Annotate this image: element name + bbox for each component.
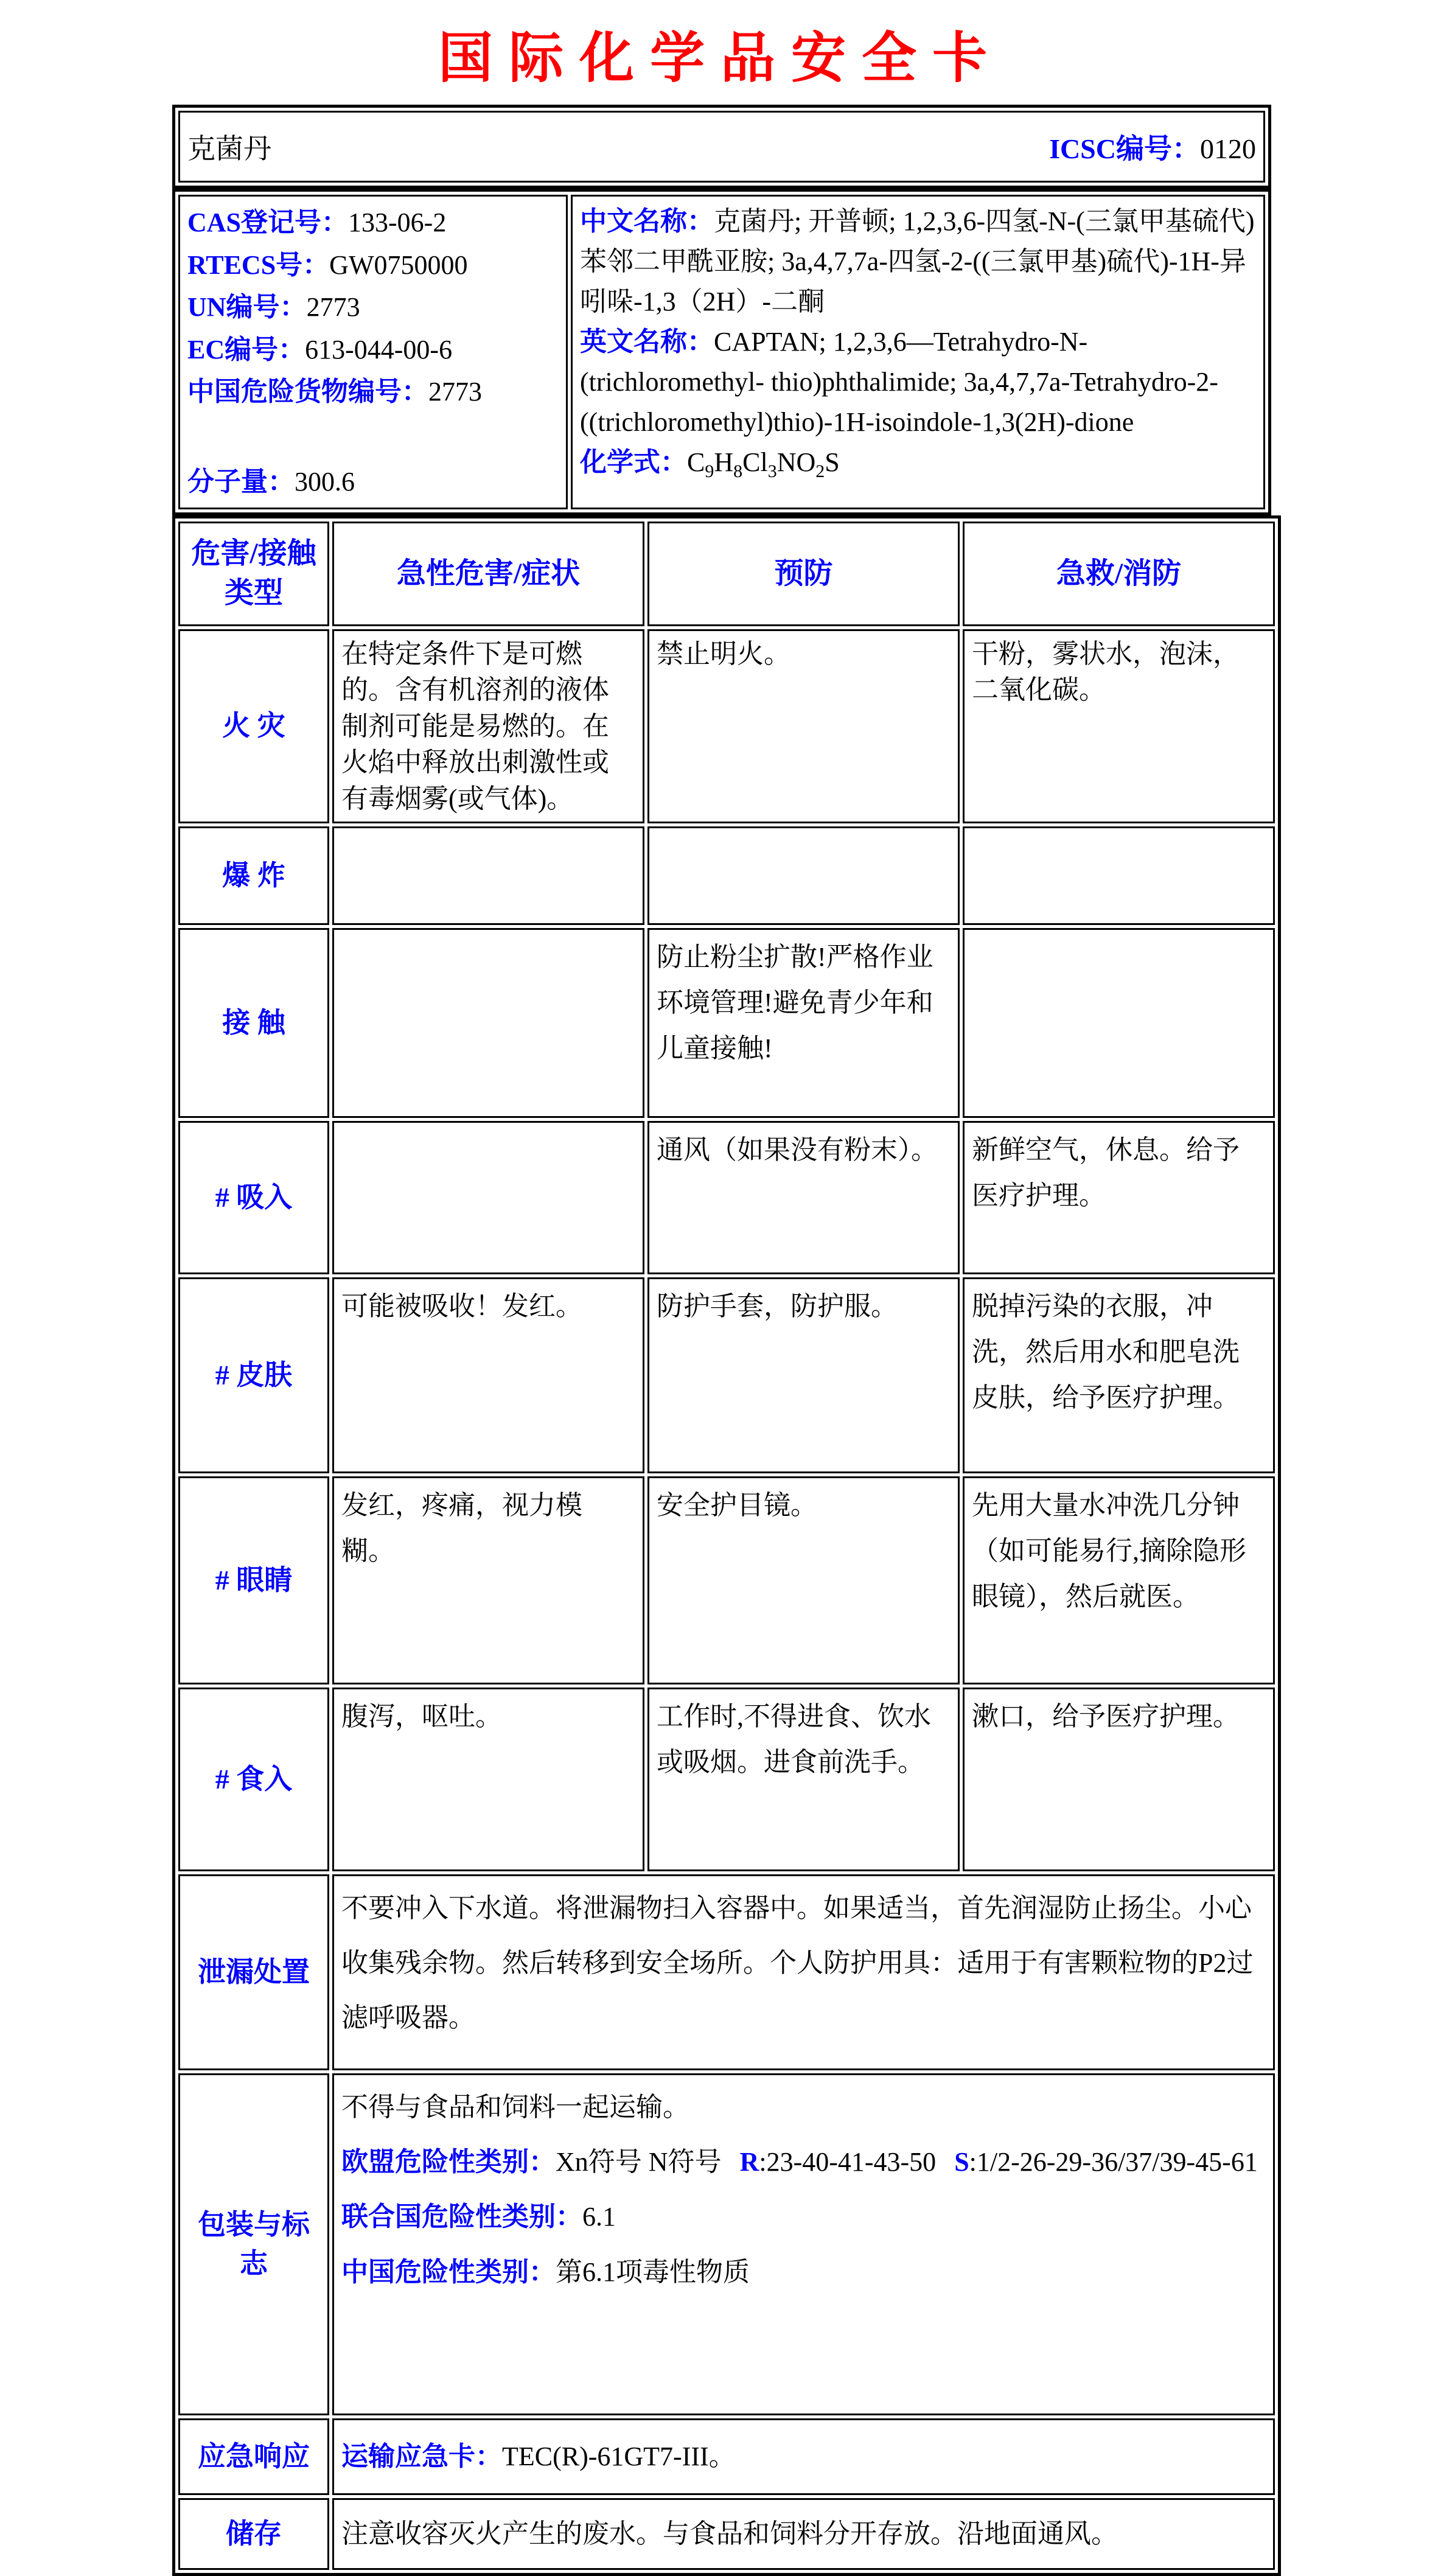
eu-hazard-class-label: 欧盟危险性类别： <box>341 2147 556 2177</box>
ec-number-line <box>187 329 559 371</box>
chemical-formula-label: 化学式： <box>580 447 687 477</box>
molecular-weight-value: 300.6 <box>295 466 355 497</box>
rtecs-line <box>187 244 559 287</box>
fire-label: 火 灾 <box>178 629 329 823</box>
icsc-number-value: 0120 <box>1200 133 1256 164</box>
chinese-name-paragraph <box>580 201 1256 322</box>
chemical-formula-paragraph <box>580 442 1256 485</box>
rtecs-label: RTECS号： <box>187 250 330 280</box>
emergency-response-row <box>178 2418 1275 2495</box>
china-hazard-class-value: 第6.1项毒性物质 <box>556 2257 750 2287</box>
ingestion-firstaid-cell: 漱口，给予医疗护理。 <box>963 1688 1275 1871</box>
english-name-label: 英文名称： <box>580 327 714 357</box>
hazard-row-skin <box>178 1277 1275 1473</box>
rtecs-value: GW0750000 <box>329 250 468 280</box>
substance-header-table <box>172 105 1271 189</box>
s-phrases-value: :1/2-26-29-36/37/39-45-61 <box>969 2147 1258 2177</box>
un-hazard-class-label: 联合国危险性类别： <box>341 2202 582 2232</box>
icsc-number-label: ICSC编号： <box>1049 133 1200 164</box>
substance-name: 克菌丹 <box>187 133 271 164</box>
un-hazard-class-value: 6.1 <box>582 2202 616 2232</box>
identification-row <box>178 195 1265 509</box>
storage-cell: 注意收容灭火产生的废水。与食品和饲料分开存放。沿地面通风。 <box>332 2498 1275 2570</box>
document-body <box>172 105 1271 2576</box>
storage-row <box>178 2498 1275 2570</box>
english-name-value: CAPTAN; 1,2,3,6—Tetrahydro-N-(trichloromethyl- thio)phthalimide; 3a,4,7,7a-Tetrahydro-2-((trichloromethyl)thio)-1H-isoindole-1,3(2H)-dione <box>580 327 1218 437</box>
document-title: 国际化学品安全卡 <box>438 29 1003 89</box>
contact-firstaid-cell <box>963 928 1275 1118</box>
china-dg-number-label: 中国危险货物编号： <box>187 377 428 407</box>
china-dg-number-value: 2773 <box>428 377 482 407</box>
inhalation-prevention-cell: 通风（如果没有粉末）。 <box>647 1121 960 1274</box>
skin-firstaid-cell: 脱掉污染的衣服，冲洗，然后用水和肥皂洗皮肤，给予医疗护理。 <box>963 1277 1275 1473</box>
substance-header-cell <box>178 111 1265 183</box>
prevention-header: 预防 <box>647 522 960 626</box>
fire-symptoms-cell: 在特定条件下是可燃的。含有机溶剂的液体制剂可能是易燃的。在火焰中释放出刺激性或有毒烟雾(或气体)。 <box>332 629 644 823</box>
registry-numbers-cell <box>178 195 568 509</box>
cas-value: 133-06-2 <box>348 208 447 237</box>
skin-symptoms-cell: 可能被吸收！发红。 <box>332 1277 644 1473</box>
hazard-row-eyes <box>178 1476 1275 1684</box>
hazard-row-ingestion <box>178 1688 1275 1871</box>
hazard-row-contact <box>178 928 1275 1118</box>
skin-prevention-cell: 防护手套，防护服。 <box>647 1277 960 1473</box>
ec-number-label: EC编号： <box>187 334 305 365</box>
cas-label: CAS登记号： <box>187 208 349 237</box>
english-name-paragraph <box>580 322 1256 442</box>
china-hazard-class-line <box>341 2245 1266 2300</box>
molecular-weight-label: 分子量： <box>187 466 295 497</box>
chemical-formula-value: $C_9H_8Cl_3NO_2S$ <box>687 447 840 481</box>
eyes-label: # 眼睛 <box>178 1476 329 1684</box>
contact-symptoms-cell <box>332 928 644 1118</box>
un-number-value: 2773 <box>306 292 360 323</box>
ingestion-label: # 食入 <box>178 1688 329 1871</box>
inhalation-label: # 吸入 <box>178 1121 329 1274</box>
explosion-symptoms-cell <box>332 826 644 925</box>
hazard-row-explosion <box>178 826 1275 925</box>
spill-disposal-label: 泄漏处置 <box>178 1874 329 2070</box>
spill-disposal-row <box>178 1874 1275 2070</box>
packaging-transport-note: 不得与食品和饲料一起运输。 <box>341 2092 689 2123</box>
eu-hazard-class-line <box>341 2135 1266 2190</box>
eyes-firstaid-cell: 先用大量水冲洗几分钟（如可能易行,摘除隐形眼镜），然后就医。 <box>963 1476 1275 1684</box>
un-number-line <box>187 286 559 329</box>
r-phrases-label: R <box>739 2147 759 2177</box>
chinese-name-value: 克菌丹; 开普顿; 1,2,3,6-四氢-N-(三氯甲基硫代)苯邻二甲酰亚胺; 3a,4,7,7a-四氢-2-((三氯甲基)硫代)-1H-异吲哚-1,3（2H）-二酮 <box>580 206 1255 316</box>
r-phrases-value: :23-40-41-43-50 <box>759 2147 937 2177</box>
hazard-table <box>172 515 1281 2576</box>
ingestion-symptoms-cell: 腹泻，呕吐。 <box>332 1688 644 1871</box>
names-cell <box>571 195 1265 509</box>
eyes-prevention-cell: 安全护目镜。 <box>647 1476 960 1684</box>
substance-header-row <box>178 111 1265 183</box>
molecular-weight-line <box>187 461 559 503</box>
explosion-firstaid-cell <box>963 826 1275 925</box>
identification-table <box>172 189 1271 515</box>
hazard-type-header: 危害/接触类型 <box>178 522 329 626</box>
un-number-label: UN编号： <box>187 292 307 323</box>
hazard-header-row <box>178 522 1275 626</box>
skin-label: # 皮肤 <box>178 1277 329 1473</box>
storage-label: 储存 <box>178 2498 329 2570</box>
emergency-response-label: 应急响应 <box>178 2418 329 2495</box>
ingestion-prevention-cell: 工作时,不得进食、饮水或吸烟。进食前洗手。 <box>647 1688 960 1871</box>
cas-line <box>187 201 559 244</box>
firstaid-header: 急救/消防 <box>963 522 1275 626</box>
inhalation-symptoms-cell <box>332 1121 644 1274</box>
hazard-row-fire <box>178 629 1275 823</box>
inhalation-firstaid-cell: 新鲜空气，休息。给予医疗护理。 <box>963 1121 1275 1274</box>
packaging-labelling-cell <box>332 2073 1275 2415</box>
china-hazard-class-label: 中国危险性类别： <box>341 2257 556 2287</box>
contact-prevention-cell: 防止粉尘扩散!严格作业环境管理!避免青少年和儿童接触! <box>647 928 960 1118</box>
un-hazard-class-line <box>341 2190 1266 2244</box>
fire-firstaid-cell: 干粉，雾状水，泡沫，二氧化碳。 <box>963 629 1275 823</box>
icsc-document <box>0 13 1441 2576</box>
explosion-label: 爆 炸 <box>178 826 329 925</box>
emergency-response-cell <box>332 2418 1275 2495</box>
packaging-labelling-row <box>178 2073 1275 2415</box>
spill-disposal-cell: 不要冲入下水道。将泄漏物扫入容器中。如果适当，首先润湿防止扬尘。小心收集残余物。然后转移到安全场所。个人防护用具：适用于有害颗粒物的P2过滤呼吸器。 <box>332 1874 1275 2070</box>
s-phrases-label: S <box>954 2147 969 2177</box>
ec-number-value: 613-044-00-6 <box>305 334 453 365</box>
eu-hazard-class-value: Xn符号 N符号 <box>556 2147 722 2177</box>
icsc-number <box>1049 127 1256 167</box>
transport-emergency-card-value: TEC(R)-61GT7-III。 <box>502 2441 736 2471</box>
symptoms-header: 急性危害/症状 <box>332 522 644 626</box>
hazard-row-inhalation <box>178 1121 1275 1274</box>
contact-label: 接 触 <box>178 928 329 1118</box>
fire-prevention-cell: 禁止明火。 <box>647 629 960 823</box>
transport-emergency-card-label: 运输应急卡： <box>341 2441 502 2471</box>
explosion-prevention-cell <box>647 826 960 925</box>
chinese-name-label: 中文名称： <box>580 206 714 236</box>
eyes-symptoms-cell: 发红，疼痛，视力模糊。 <box>332 1476 644 1684</box>
packaging-labelling-label: 包装与标志 <box>178 2073 329 2415</box>
china-dg-number-line <box>187 371 559 413</box>
